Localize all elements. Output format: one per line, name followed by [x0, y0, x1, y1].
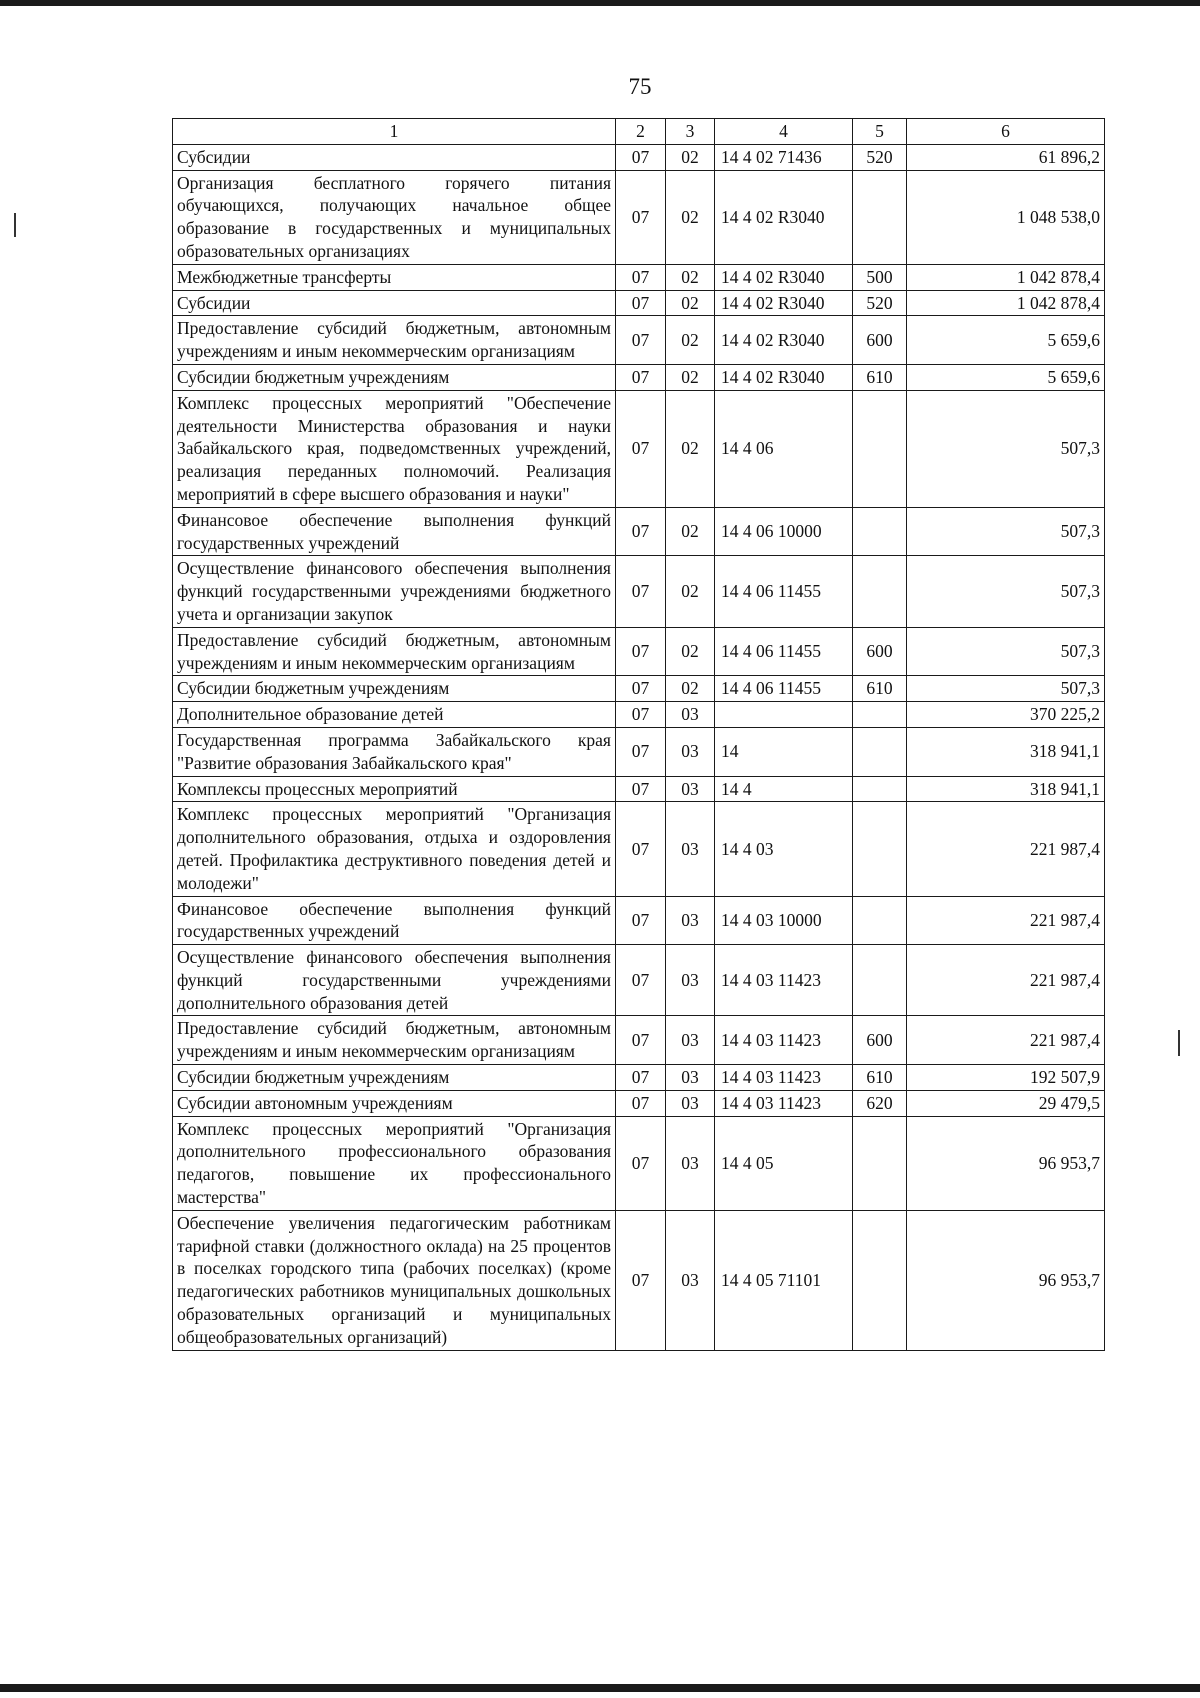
- table-row: [173, 776, 1105, 802]
- row-name-cell: Государственная программа Забайкальского края "Развитие образования Забайкальского края": [173, 727, 616, 776]
- row-target-code-cell: 14 4 02 R3040: [715, 264, 853, 290]
- table-row: [173, 727, 1105, 776]
- row-section-cell: 07: [616, 290, 666, 316]
- row-expense-type-cell: 610: [853, 364, 907, 390]
- row-subsection-cell: 02: [666, 316, 715, 365]
- row-name-cell: Субсидии автономным учреждениям: [173, 1090, 616, 1116]
- row-name-cell: Субсидии бюджетным учреждениям: [173, 1065, 616, 1091]
- row-amount-cell: 61 896,2: [907, 144, 1105, 170]
- row-name-cell: Комплекс процессных мероприятий "Организация дополнительного образования, отдыха и оздоровления детей. Профилактика деструктивного поведения детей и молодежи": [173, 802, 616, 896]
- header-cell: 6: [907, 119, 1105, 145]
- row-subsection-cell: 02: [666, 170, 715, 264]
- row-amount-cell: 507,3: [907, 556, 1105, 627]
- row-amount-cell: 507,3: [907, 676, 1105, 702]
- row-expense-type-cell: [853, 945, 907, 1016]
- row-target-code-cell: 14 4 02 R3040: [715, 364, 853, 390]
- row-target-code-cell: 14 4 06: [715, 390, 853, 507]
- header-cell: 1: [173, 119, 616, 145]
- row-expense-type-cell: 620: [853, 1090, 907, 1116]
- page-number: 75: [628, 74, 652, 99]
- row-target-code-cell: 14 4 05 71101: [715, 1210, 853, 1350]
- row-expense-type-cell: 600: [853, 627, 907, 676]
- scan-mark: [14, 213, 16, 237]
- row-subsection-cell: 03: [666, 802, 715, 896]
- row-expense-type-cell: [853, 727, 907, 776]
- row-expense-type-cell: 600: [853, 316, 907, 365]
- row-section-cell: 07: [616, 1065, 666, 1091]
- row-expense-type-cell: [853, 702, 907, 728]
- row-amount-cell: 221 987,4: [907, 945, 1105, 1016]
- row-amount-cell: 5 659,6: [907, 316, 1105, 365]
- header-cell: 4: [715, 119, 853, 145]
- row-amount-cell: 318 941,1: [907, 776, 1105, 802]
- row-target-code-cell: 14 4 06 10000: [715, 507, 853, 556]
- row-section-cell: 07: [616, 170, 666, 264]
- table-row: [173, 702, 1105, 728]
- table-row: [173, 556, 1105, 627]
- budget-table: [172, 118, 1105, 1351]
- row-name-cell: Финансовое обеспечение выполнения функций государственных учреждений: [173, 507, 616, 556]
- row-section-cell: 07: [616, 556, 666, 627]
- scan-bottom-edge: [0, 1684, 1200, 1692]
- row-section-cell: 07: [616, 144, 666, 170]
- row-section-cell: 07: [616, 727, 666, 776]
- row-name-cell: Обеспечение увеличения педагогическим работникам тарифной ставки (должностного оклада) на 25 процентов в поселках городского типа (рабочих поселках) (кроме педагогических работников муниципальных дошкольных образовательных организаций и муниципальных общеобразовательных организаций): [173, 1210, 616, 1350]
- row-name-cell: Предоставление субсидий бюджетным, автономным учреждениям и иным некоммерческим организациям: [173, 1016, 616, 1065]
- row-expense-type-cell: 520: [853, 290, 907, 316]
- row-section-cell: 07: [616, 627, 666, 676]
- table-row: [173, 170, 1105, 264]
- scan-mark: [1178, 1030, 1180, 1056]
- row-name-cell: Организация бесплатного горячего питания обучающихся, получающих начальное общее образование в государственных и муниципальных образовательных организациях: [173, 170, 616, 264]
- row-amount-cell: 96 953,7: [907, 1116, 1105, 1210]
- row-amount-cell: 318 941,1: [907, 727, 1105, 776]
- row-target-code-cell: 14 4 06 11455: [715, 676, 853, 702]
- table-row: [173, 1016, 1105, 1065]
- row-name-cell: Дополнительное образование детей: [173, 702, 616, 728]
- row-target-code-cell: 14 4 02 R3040: [715, 316, 853, 365]
- table-row: [173, 1116, 1105, 1210]
- row-name-cell: Комплекс процессных мероприятий "Организация дополнительного профессионального образования педагогов, повышение их профессионального мастерства": [173, 1116, 616, 1210]
- row-subsection-cell: 02: [666, 390, 715, 507]
- row-name-cell: Осуществление финансового обеспечения выполнения функций государственными учреждениями бюджетного учета и организации закупок: [173, 556, 616, 627]
- row-target-code-cell: 14 4: [715, 776, 853, 802]
- row-section-cell: 07: [616, 316, 666, 365]
- row-amount-cell: 5 659,6: [907, 364, 1105, 390]
- header-cell: 2: [616, 119, 666, 145]
- table-row: [173, 1210, 1105, 1350]
- header-cell: 3: [666, 119, 715, 145]
- row-target-code-cell: 14: [715, 727, 853, 776]
- row-expense-type-cell: [853, 170, 907, 264]
- row-expense-type-cell: [853, 776, 907, 802]
- row-section-cell: 07: [616, 390, 666, 507]
- row-section-cell: 07: [616, 945, 666, 1016]
- row-amount-cell: 507,3: [907, 390, 1105, 507]
- table-row: [173, 802, 1105, 896]
- row-expense-type-cell: [853, 1210, 907, 1350]
- row-amount-cell: 507,3: [907, 627, 1105, 676]
- row-expense-type-cell: [853, 896, 907, 945]
- table-row: [173, 945, 1105, 1016]
- row-section-cell: 07: [616, 702, 666, 728]
- row-section-cell: 07: [616, 896, 666, 945]
- row-name-cell: Субсидии бюджетным учреждениям: [173, 676, 616, 702]
- table-row: [173, 627, 1105, 676]
- row-section-cell: 07: [616, 507, 666, 556]
- table-row: [173, 264, 1105, 290]
- header-row: [173, 119, 1105, 145]
- row-subsection-cell: 02: [666, 290, 715, 316]
- row-subsection-cell: 03: [666, 1065, 715, 1091]
- table-row: [173, 390, 1105, 507]
- row-section-cell: 07: [616, 1210, 666, 1350]
- row-amount-cell: 29 479,5: [907, 1090, 1105, 1116]
- row-target-code-cell: 14 4 03: [715, 802, 853, 896]
- row-expense-type-cell: [853, 507, 907, 556]
- row-amount-cell: 1 048 538,0: [907, 170, 1105, 264]
- row-target-code-cell: 14 4 02 R3040: [715, 290, 853, 316]
- row-section-cell: 07: [616, 776, 666, 802]
- row-section-cell: 07: [616, 1090, 666, 1116]
- row-name-cell: Осуществление финансового обеспечения выполнения функций государственными учреждениями дополнительного образования детей: [173, 945, 616, 1016]
- row-section-cell: 07: [616, 1116, 666, 1210]
- row-subsection-cell: 02: [666, 556, 715, 627]
- table-row: [173, 144, 1105, 170]
- row-target-code-cell: 14 4 06 11455: [715, 627, 853, 676]
- row-target-code-cell: 14 4 06 11455: [715, 556, 853, 627]
- row-section-cell: 07: [616, 364, 666, 390]
- row-expense-type-cell: [853, 390, 907, 507]
- row-amount-cell: 192 507,9: [907, 1065, 1105, 1091]
- table-row: [173, 364, 1105, 390]
- row-target-code-cell: 14 4 03 10000: [715, 896, 853, 945]
- row-expense-type-cell: 610: [853, 1065, 907, 1091]
- row-subsection-cell: 02: [666, 364, 715, 390]
- row-subsection-cell: 03: [666, 1210, 715, 1350]
- row-name-cell: Комплекс процессных мероприятий "Обеспечение деятельности Министерства образования и науки Забайкальского края, подведомственных учреждений, реализация переданных полномочий. Реализация мероприятий в сфере высшего образования и науки": [173, 390, 616, 507]
- row-amount-cell: 221 987,4: [907, 896, 1105, 945]
- row-expense-type-cell: 500: [853, 264, 907, 290]
- row-amount-cell: 221 987,4: [907, 1016, 1105, 1065]
- row-subsection-cell: 03: [666, 727, 715, 776]
- row-subsection-cell: 03: [666, 945, 715, 1016]
- row-section-cell: 07: [616, 1016, 666, 1065]
- row-name-cell: Финансовое обеспечение выполнения функций государственных учреждений: [173, 896, 616, 945]
- row-target-code-cell: 14 4 02 R3040: [715, 170, 853, 264]
- row-amount-cell: 1 042 878,4: [907, 264, 1105, 290]
- row-name-cell: Субсидии: [173, 144, 616, 170]
- row-name-cell: Предоставление субсидий бюджетным, автономным учреждениям и иным некоммерческим организациям: [173, 316, 616, 365]
- row-section-cell: 07: [616, 264, 666, 290]
- table-row: [173, 1065, 1105, 1091]
- row-subsection-cell: 02: [666, 676, 715, 702]
- row-amount-cell: 221 987,4: [907, 802, 1105, 896]
- row-target-code-cell: 14 4 05: [715, 1116, 853, 1210]
- row-subsection-cell: 02: [666, 627, 715, 676]
- table-row: [173, 896, 1105, 945]
- row-expense-type-cell: 610: [853, 676, 907, 702]
- table-row: [173, 290, 1105, 316]
- row-target-code-cell: 14 4 03 11423: [715, 1016, 853, 1065]
- row-amount-cell: 370 225,2: [907, 702, 1105, 728]
- row-name-cell: Комплексы процессных мероприятий: [173, 776, 616, 802]
- table-row: [173, 507, 1105, 556]
- row-expense-type-cell: [853, 556, 907, 627]
- row-subsection-cell: 03: [666, 1116, 715, 1210]
- row-subsection-cell: 03: [666, 1090, 715, 1116]
- table-row: [173, 316, 1105, 365]
- row-subsection-cell: 03: [666, 1016, 715, 1065]
- row-amount-cell: 507,3: [907, 507, 1105, 556]
- table-body: [173, 144, 1105, 1350]
- row-expense-type-cell: [853, 802, 907, 896]
- table-row: [173, 676, 1105, 702]
- row-target-code-cell: 14 4 03 11423: [715, 945, 853, 1016]
- row-section-cell: 07: [616, 676, 666, 702]
- row-subsection-cell: 03: [666, 776, 715, 802]
- table-row: [173, 1090, 1105, 1116]
- row-name-cell: Предоставление субсидий бюджетным, автономным учреждениям и иным некоммерческим организациям: [173, 627, 616, 676]
- row-target-code-cell: 14 4 03 11423: [715, 1065, 853, 1091]
- row-target-code-cell: 14 4 03 11423: [715, 1090, 853, 1116]
- row-expense-type-cell: 600: [853, 1016, 907, 1065]
- row-expense-type-cell: [853, 1116, 907, 1210]
- row-target-code-cell: 14 4 02 71436: [715, 144, 853, 170]
- row-subsection-cell: 03: [666, 896, 715, 945]
- row-target-code-cell: [715, 702, 853, 728]
- row-section-cell: 07: [616, 802, 666, 896]
- row-name-cell: Межбюджетные трансферты: [173, 264, 616, 290]
- row-subsection-cell: 02: [666, 507, 715, 556]
- row-amount-cell: 1 042 878,4: [907, 290, 1105, 316]
- scan-top-edge: [0, 0, 1200, 6]
- row-subsection-cell: 02: [666, 264, 715, 290]
- row-expense-type-cell: 520: [853, 144, 907, 170]
- row-amount-cell: 96 953,7: [907, 1210, 1105, 1350]
- header-cell: 5: [853, 119, 907, 145]
- row-subsection-cell: 03: [666, 702, 715, 728]
- row-name-cell: Субсидии: [173, 290, 616, 316]
- row-name-cell: Субсидии бюджетным учреждениям: [173, 364, 616, 390]
- row-subsection-cell: 02: [666, 144, 715, 170]
